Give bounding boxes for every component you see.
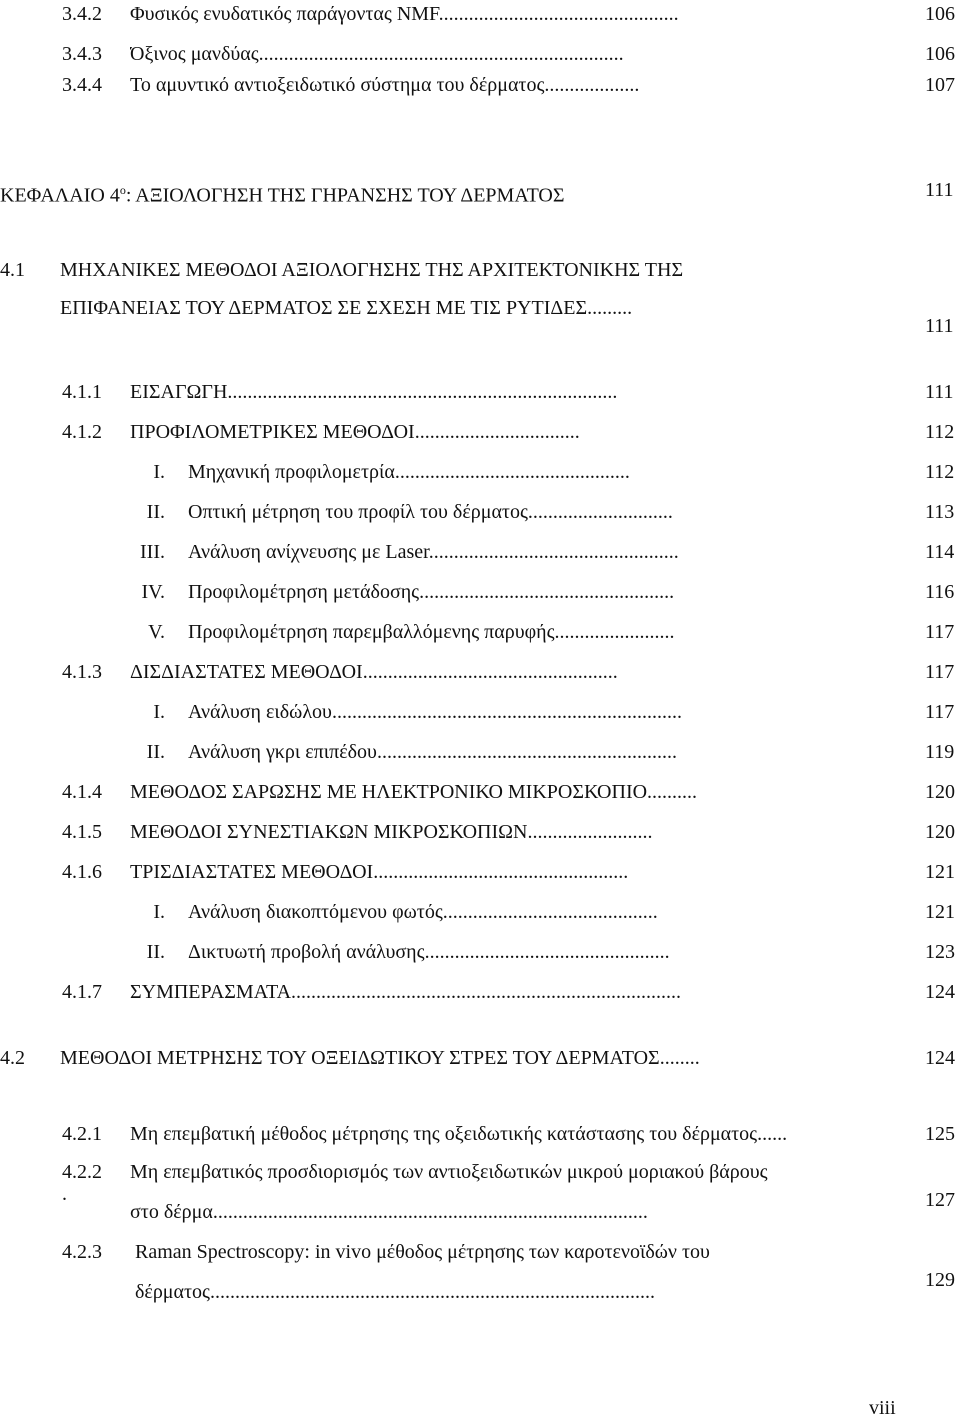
toc-title: Μηχανική προφιλομετρία............................................... — [188, 461, 630, 483]
toc-entry — [0, 42, 960, 68]
toc-roman: II. — [146, 501, 165, 523]
toc-title: Φυσικός ενυδατικός παράγοντας NMF................................................ — [130, 3, 679, 25]
toc-title: ΜΕΘΟΔΟΙ ΣΥΝΕΣΤΙΑΚΩΝ ΜΙΚΡΟΣΚΟΠΙΩΝ......................... — [130, 821, 653, 843]
toc-number: 4.1.5 — [62, 821, 102, 843]
page-number: viii — [869, 1397, 896, 1419]
toc-page: 113 — [925, 501, 955, 523]
toc-title: Ανάλυση γκρι επιπέδου............................................................ — [188, 741, 677, 763]
toc-title-line: στο δέρμα....................................................................................... — [130, 1201, 648, 1223]
toc-page: 124 — [925, 1047, 955, 1069]
toc-page: 129 — [925, 1269, 955, 1291]
toc-page: 106 — [925, 43, 955, 65]
toc-number: 4.1.2 — [62, 421, 102, 443]
toc-page: 124 — [925, 981, 955, 1003]
toc-page: 112 — [925, 461, 955, 483]
toc-roman: I. — [153, 701, 165, 723]
toc-title: Το αμυντικό αντιοξειδωτικό σύστημα του δέρματος................... — [130, 74, 640, 96]
toc-page: 117 — [925, 621, 955, 643]
toc-page: 114 — [925, 541, 955, 563]
toc-title-line: Μη επεμβατικός προσδιορισμός των αντιοξειδωτικών μικρού μοριακού βάρους — [130, 1161, 768, 1183]
toc-page: 119 — [925, 741, 955, 763]
toc-title: Οπτική μέτρηση του προφίλ του δέρματος............................. — [188, 501, 673, 523]
toc-entry — [0, 980, 960, 1006]
toc-entry — [0, 380, 960, 406]
toc-page: 123 — [925, 941, 955, 963]
toc-entry — [0, 460, 960, 486]
toc-title: ΔΙΣΔΙΑΣΤΑΤΕΣ ΜΕΘΟΔΟΙ................................................... — [130, 661, 618, 683]
toc-roman: III. — [140, 541, 165, 563]
toc-entry — [0, 500, 960, 526]
toc-title: ΠΡΟΦΙΛΟΜΕΤΡΙΚΕΣ ΜΕΘΟΔΟΙ................................. — [130, 421, 580, 443]
toc-roman: I. — [153, 461, 165, 483]
toc-title-line: ΜΗΧΑΝΙΚΕΣ ΜΕΘΟΔΟΙ ΑΞΙΟΛΟΓΗΣΗΣ ΤΗΣ ΑΡΧΙΤΕΚΤΟΝΙΚΗΣ ΤΗΣ — [60, 259, 684, 281]
toc-page: 125 — [925, 1123, 955, 1145]
toc-number: 4.1.6 — [62, 861, 102, 883]
toc-number: 3.4.4 — [62, 74, 102, 96]
toc-title: Ανάλυση διακοπτόμενου φωτός........................................... — [188, 901, 658, 923]
toc-page: 120 — [925, 781, 955, 803]
toc-number: 3.4.2 — [62, 3, 102, 25]
toc-title: ΜΕΘΟΔΟΙ ΜΕΤΡΗΣΗΣ ΤΟΥ ΟΞΕΙΔΩΤΙΚΟΥ ΣΤΡΕΣ ΤΟΥ ΔΕΡΜΑΤΟΣ........ — [60, 1047, 700, 1069]
toc-number: 4.1.1 — [62, 381, 102, 403]
toc-entry — [0, 620, 960, 646]
toc-entry — [0, 820, 960, 846]
toc-roman: II. — [146, 941, 165, 963]
toc-entry — [0, 860, 960, 886]
toc-page: 117 — [925, 701, 955, 723]
toc-entry — [0, 1240, 960, 1310]
toc-page: 107 — [925, 74, 955, 96]
toc-page: 121 — [925, 861, 955, 883]
toc-entry — [0, 740, 960, 766]
toc-page: 121 — [925, 901, 955, 923]
toc-title: ΤΡΙΣΔΙΑΣΤΑΤΕΣ ΜΕΘΟΔΟΙ................................................... — [130, 861, 629, 883]
toc-title: ΕΙΣΑΓΩΓΗ.............................................................................. — [130, 381, 618, 403]
toc-number: 4.2.1 — [62, 1123, 102, 1145]
toc-title: Ανάλυση ειδώλου...................................................................... — [188, 701, 682, 723]
toc-roman: IV. — [141, 581, 165, 603]
toc-entry — [0, 940, 960, 966]
toc-page: 111 — [925, 381, 954, 403]
toc-entry — [0, 580, 960, 606]
toc-number: 4.1.3 — [62, 661, 102, 683]
toc-entry — [0, 1122, 960, 1148]
toc-page: 117 — [925, 661, 955, 683]
toc-entry — [0, 420, 960, 446]
toc-title: ΜΕΘΟΔΟΣ ΣΑΡΩΣΗΣ ΜΕ ΗΛΕΚΤΡΟΝΙΚΟ ΜΙΚΡΟΣΚΟΠΙΟ.......... — [130, 781, 698, 803]
toc-page: 112 — [925, 421, 955, 443]
toc-entry — [0, 660, 960, 686]
toc-number: 4.2.2 — [62, 1161, 102, 1183]
toc-title-line: Raman Spectroscopy: in vivo μέθοδος μέτρησης των καροτενοϊδών του — [135, 1241, 710, 1263]
toc-page: 111 — [925, 315, 954, 337]
toc-roman: V. — [148, 621, 165, 643]
toc-title-line: ΕΠΙΦΑΝΕΙΑΣ ΤΟΥ ΔΕΡΜΑΤΟΣ ΣΕ ΣΧΕΣΗ ΜΕ ΤΙΣ ΡΥΤΙΔΕΣ......... — [60, 297, 633, 319]
toc-page: 120 — [925, 821, 955, 843]
toc-entry — [0, 700, 960, 726]
toc-number: 4.2 — [0, 1047, 25, 1069]
toc-number: 4.1.4 — [62, 781, 102, 803]
toc-number: 4.1.7 — [62, 981, 102, 1003]
chapter-title: ΚΕΦΑΛΑΙΟ $4^o$: ΑΞΙΟΛΟΓΗΣΗ ΤΗΣ ΓΗΡΑΝΣΗΣ ΤΟΥ ΔΕΡΜΑΤΟΣ — [0, 183, 565, 207]
toc-page: 111 — [925, 179, 954, 201]
toc-title: Μη επεμβατική μέθοδος μέτρησης της οξειδωτικής κατάστασης του δέρματος...... — [130, 1123, 788, 1145]
toc-title-line: δέρματος......................................................................................... — [135, 1281, 655, 1303]
toc-title: Δικτυωτή προβολή ανάλυσης................................................. — [188, 941, 670, 963]
toc-roman: II. — [146, 741, 165, 763]
toc-number: 4.1 — [0, 259, 25, 281]
toc-entry — [0, 73, 960, 99]
toc-page: 116 — [925, 581, 955, 603]
toc-number-dot: . — [62, 1183, 67, 1205]
chapter-heading — [0, 178, 960, 206]
toc-title: Ανάλυση ανίχνευσης με Laser.................................................. — [188, 541, 679, 563]
toc-entry — [0, 900, 960, 926]
toc-entry — [0, 780, 960, 806]
toc-number: 3.4.3 — [62, 43, 102, 65]
toc-page: 127 — [925, 1189, 955, 1211]
toc-entry — [0, 540, 960, 566]
toc-page: 106 — [925, 3, 955, 25]
toc-title: Προφιλομέτρηση μετάδοσης................................................... — [188, 581, 675, 603]
toc-section — [0, 258, 960, 338]
toc-title: ΣΥΜΠΕΡΑΣΜΑΤΑ.............................................................................. — [130, 981, 682, 1003]
toc-number: 4.2.3 — [62, 1241, 102, 1263]
toc-section — [0, 1046, 960, 1072]
toc-entry — [0, 2, 960, 28]
toc-title: Προφιλομέτρηση παρεμβαλλόμενης παρυφής........................ — [188, 621, 675, 643]
toc-title: Όξινος μανδύας......................................................................... — [130, 43, 624, 65]
toc-entry — [0, 1160, 960, 1230]
toc-roman: I. — [153, 901, 165, 923]
